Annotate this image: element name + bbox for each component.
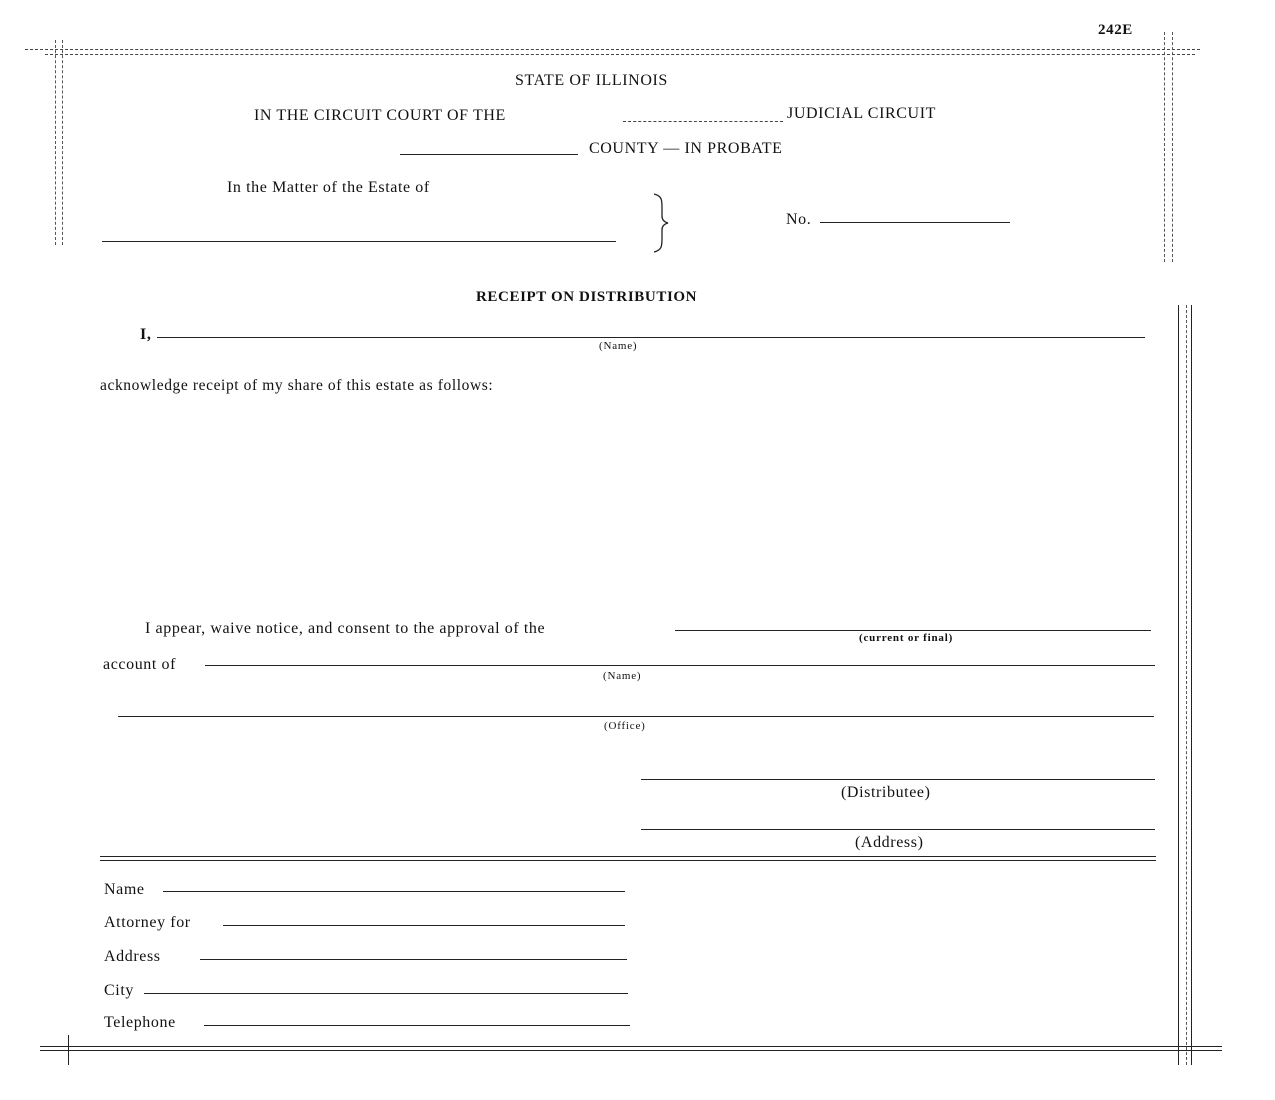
current-final-caption: (current or final) [859,632,954,644]
right-border-mark [1164,32,1165,262]
attorney-name-label: Name [104,881,145,898]
office-field[interactable] [118,695,1162,715]
right-border-rule-2 [1186,305,1187,1065]
county-field[interactable] [400,133,586,153]
attorney-address-line [200,959,627,960]
account-name-field[interactable] [205,644,1163,664]
recipient-name-caption: (Name) [599,340,638,352]
office-line [118,716,1154,717]
bottom-border-rule [40,1046,1222,1047]
form-code: 242E [1098,22,1133,38]
matter-label: In the Matter of the Estate of [227,179,430,196]
attorney-for-line [223,925,625,926]
share-description-area[interactable] [100,402,1154,606]
attorney-name-line [163,891,625,892]
office-caption: (Office) [604,720,646,732]
document-title: RECEIPT ON DISTRIBUTION [476,289,698,305]
case-number-field[interactable] [820,201,1018,221]
consent-statement: I appear, waive notice, and consent to the approval of the [145,620,546,637]
bottom-border-rule-2 [40,1050,1222,1051]
distributee-caption: (Distributee) [841,784,931,801]
case-number-label: No. [786,211,812,228]
judicial-circuit-field[interactable] [623,101,791,121]
acknowledge-text: acknowledge receipt of my share of this estate as follows: [100,377,494,394]
account-name-line [205,665,1155,666]
account-of-label: account of [103,656,177,673]
city-label: City [104,982,134,999]
county-line [400,154,578,155]
court-prefix: IN THE CIRCUIT COURT OF THE [254,107,506,124]
case-number-line [820,222,1010,223]
recipient-name-line [157,337,1145,338]
attorney-for-label: Attorney for [104,914,191,931]
estate-name-line [102,241,616,242]
right-border-rule [1178,305,1179,1065]
section-separator [100,856,1156,857]
attorney-address-field[interactable] [200,938,635,958]
right-border-mark-2 [1172,32,1173,262]
left-border-mark-2 [62,40,63,245]
account-type-field[interactable] [675,609,1159,629]
right-border-rule-3 [1191,305,1192,1065]
city-line [144,993,628,994]
county-suffix: COUNTY — IN PROBATE [589,140,783,157]
caption-brace [650,192,672,254]
distributee-line [641,779,1155,780]
telephone-label: Telephone [104,1014,176,1031]
telephone-line [204,1025,630,1026]
i-label: I, [140,326,152,343]
address-signature-field[interactable] [641,808,1163,828]
court-suffix: JUDICIAL CIRCUIT [787,105,936,122]
city-field[interactable] [144,972,636,992]
bottom-left-mark [68,1035,69,1065]
attorney-for-field[interactable] [223,904,633,924]
attorney-name-field[interactable] [163,870,633,890]
account-type-line [675,630,1151,631]
distributee-field[interactable] [641,758,1163,778]
top-border-rule-2 [45,54,1195,55]
state-heading: STATE OF ILLINOIS [515,72,668,89]
account-name-caption: (Name) [603,670,642,682]
left-border-mark [55,40,56,245]
attorney-address-label: Address [104,948,161,965]
recipient-name-field[interactable] [157,316,1153,336]
top-border-rule [25,49,1200,50]
estate-name-field[interactable] [102,220,624,240]
judicial-circuit-line [623,121,783,122]
section-separator-2 [100,860,1156,861]
address-signature-line [641,829,1155,830]
address-caption: (Address) [855,834,924,851]
telephone-field[interactable] [204,1004,638,1024]
